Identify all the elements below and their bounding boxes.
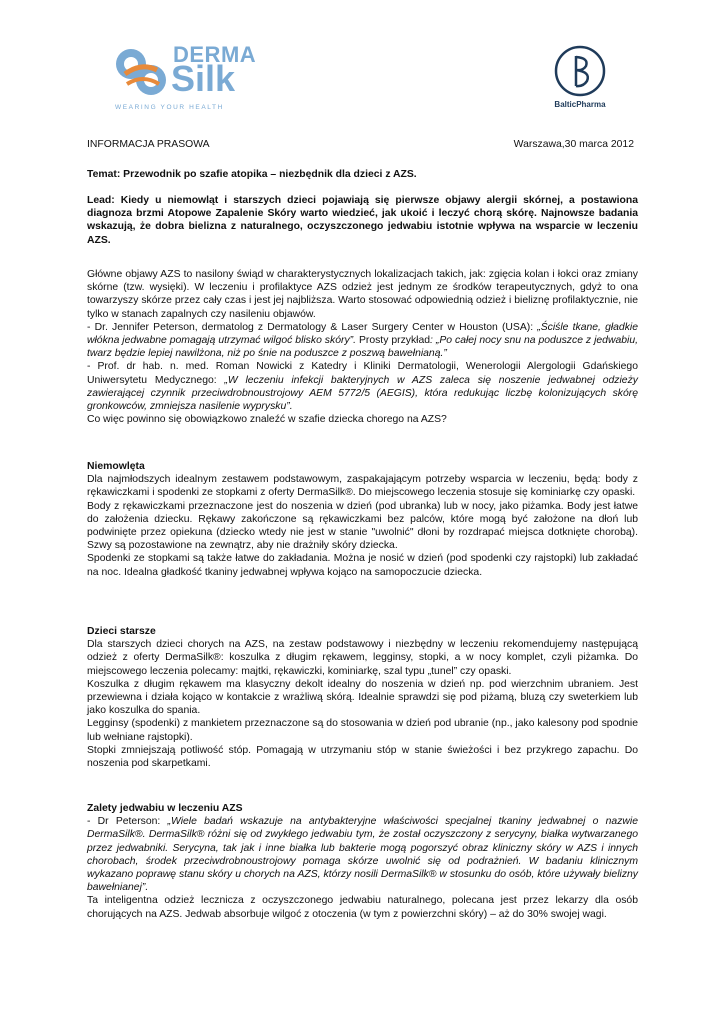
dermasilk-emblem-icon	[113, 44, 171, 102]
quote-nowicki	[87, 360, 638, 413]
dermasilk-logo-top: DERMA	[173, 42, 257, 67]
older-children-section	[87, 625, 638, 770]
topic-line: Temat: Przewodnik po szafie atopika – niezbędnik dla dzieci z AZS.	[87, 169, 417, 180]
silk-heading: Zalety jedwabiu w leczeniu AZS	[87, 803, 243, 814]
quote-peterson-intro: - Dr. Jennifer Peterson, dermatolog z Dermatology & Laser Surgery Center w Houston (USA):	[87, 321, 538, 333]
older-heading: Dzieci starsze	[87, 626, 156, 637]
quote-peterson-example: : „Po całej nocy snu na poduszce z jedwabiu, twarz będzie lepiej nawilżona, niż po śnie na poduszce z poszwą bawełnianą.”	[87, 335, 638, 360]
balticpharma-logo	[545, 44, 615, 118]
balticpharma-emblem-icon	[545, 44, 615, 100]
logo-header	[87, 0, 638, 130]
silk-quote-text: „Wiele badań wskazuje na antybakteryjne właściwości specjalnej tkaniny jedwabnej o nazwie DermaSilk®. DermaSilk® różni się od zwykłego jedwabiu tym, że został oczyszczony z serycyny, białka wytwarzanego przez jedwabniki. Serycyna, tak jak i inne białka lub bakterie mogą pogorszyć obraz kliniczny skóry w AZS i innych chorobach, środek przeciwdrobnoustrojowy pomaga skórze uwolnić się od podrażnień. W badaniu klinicznym wykazano poprawę stanu skóry u chorych na AZS, którzy nosili DermaSilk® w stosunku do osób, które używały bielizny bawełnianej”.	[87, 816, 638, 894]
dermasilk-logo	[113, 42, 257, 116]
dermasilk-tagline: WEARING YOUR HEALTH	[115, 104, 224, 111]
infants-paragraph-2: Body z rękawiczkami przeznaczone jest do noszenia w dzień (pod ubranka) lub w nocy, jako piżamka. Body jest łatwe do założenia dziecku. Rękawy zakończone są rękawiczkami bez palców, które mogą być założone na dłoń lub podwinięte przez opiekuna (dziecko wtedy nie jest w stanie "uwolnić" dłoni by rozdrapać miejsca dotknięte chorobą). Szwy są pozostawione na zewnątrz, aby nie drażniły skóry dziecka.	[87, 500, 638, 552]
lead-paragraph: Lead: Kiedy u niemowląt i starszych dzieci pojawiają się pierwsze objawy alergii skórnej, a postawiona diagnoza brzmi Atopowe Zapalenie Skóry warto wiedzieć, jak ukoić i leczyć chorą skórę. Najnowsze badania wskazują, że dobra bielizna z naturalnego, oczyszczonego jedwabiu istotnie wpływa na wsparcie w leczeniu AZS.	[87, 195, 638, 246]
silk-benefits-section	[87, 802, 638, 921]
infants-section	[87, 460, 638, 579]
intro-paragraph: Główne objawy AZS to nasilony świąd w charakterystycznych lokalizacjach takich, jak: zgięcia kolan i łokci oraz zmiany skórne (tzw. wysięki). W leczeniu i profilaktyce AZS odzież jest jednym ze środków terapeutycznych, gdyż to ona towarzyszy skórze przez cały czas i jest jej najbliższa. Warto stosować odpowiednią odzież i bieliznę profilaktycznie, nie tylko w stanach zapalnych czy nasileniu objawów.	[87, 269, 638, 320]
older-paragraph-4: Stopki zmniejszają potliwość stóp. Pomagają w utrzymaniu stóp w stanie świeżości i bez przykrego zapachu. Do noszenia pod skarpetkami.	[87, 744, 638, 770]
intro-closing: Co więc powinno się obowiązkowo znaleźć w szafie dziecka chorego na AZS?	[87, 414, 447, 426]
silk-quote	[87, 815, 638, 894]
dermasilk-logo-bottom: Silk	[171, 58, 236, 99]
older-paragraph-1: Dla starszych dzieci chorych na AZS, na zestaw podstawowy i niezbędny w leczeniu rekomendujemy następującą odzież z oferty DermaSilk®: koszulka z długim rękawem, legginsy, stopki, a w nocy komplet, czyli piżamka. Do miejscowego leczenia polecamy: majtki, rękawiczki, kominiarkę, szal typu „tunel” czy opaski.	[87, 639, 638, 677]
infants-paragraph-3: Spodenki ze stopkami są także łatwe do zakładania. Można je nosić w dzień (pod spodenki czy rajstopki) lub zakładać na noc. Idealna gładkość tkaniny jedwabnej wpływa kojąco na samopoczucie dziecka.	[87, 553, 638, 578]
intro-section	[87, 268, 638, 426]
silk-paragraph-2: Ta inteligentna odzież lecznicza z oczyszczonego jedwabiu naturalnego, polecana jest przez lekarzy dla osób chorujących na AZS. Jedwab absorbuje wilgoć z otoczenia (w tym z powierzchni skóry) – aż do 30% swojej wagi.	[87, 895, 638, 920]
older-paragraph-2: Koszulka z długim rękawem ma klasyczny dekolt idealny do noszenia w dzień np. pod wierzchnim ubraniem. Jest przewiewna i działa kojąco w kontakcie z wrażliwą skórą. Idealnie sprawdzi się pod piżamą, bluzą czy sweterkiem lub jako koszulka do spania.	[87, 678, 638, 717]
document-page	[87, 0, 638, 920]
infants-paragraph-1: Dla najmłodszych idealnym zestawem podstawowym, zaspakajającym potrzeby wsparcia w leczeniu, będą: body z rękawiczkami i spodenki ze stopkami z oferty DermaSilk®. Do miejscowego leczenia stosuje się kominiarkę czy opaski.	[87, 474, 638, 499]
quote-peterson	[87, 321, 638, 361]
press-label: INFORMACJA PRASOWA	[87, 139, 210, 150]
older-paragraph-3: Legginsy (spodenki) z mankietem przeznaczone są do stosowania w dzień pod ubranie (np., jako kalesony pod spodnie lub wełniane rajstopki).	[87, 718, 638, 743]
quote-nowicki-text: „W leczeniu infekcji bakteryjnych w AZS zaleca się noszenie jedwabnej odzieży zawierającej czynnik przeciwdrobnoustrojowy AEM 5772/5 (AEGIS), która redukując liczbę kolonizujących skórę gronkowców, zmniejsza nasilenie wyprysku”.	[87, 374, 638, 413]
quote-nowicki-intro: - Prof. dr hab. n. med. Roman Nowicki z Katedry i Kliniki Dermatologii, Wenerologii Alergologii Gdańskiego Uniwersytetu Medycznego:	[87, 361, 638, 386]
silk-quote-intro: - Dr Peterson:	[87, 816, 168, 828]
quote-peterson-mid: Prosty przykład	[355, 335, 431, 347]
press-date: Warszawa,30 marca 2012	[513, 139, 634, 150]
infants-heading: Niemowlęta	[87, 461, 145, 472]
quote-peterson-text: „Ściśle tkane, gładkie włókna jedwabne pomagają utrzymać wilgoć blisko skóry”.	[87, 321, 638, 347]
balticpharma-name: BalticPharma	[554, 100, 606, 109]
